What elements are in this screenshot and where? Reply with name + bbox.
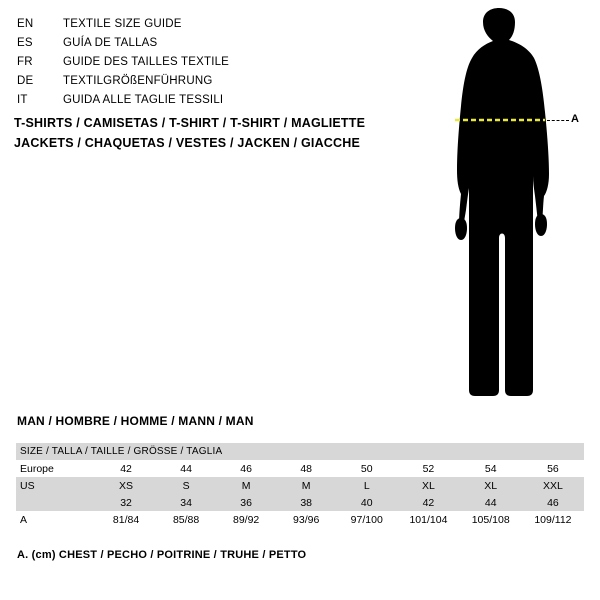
table-cell: 97/100 xyxy=(336,511,397,528)
table-cell: 44 xyxy=(460,494,522,511)
man-silhouette-figure xyxy=(395,8,595,398)
category-jackets: JACKETS / CHAQUETAS / VESTES / JACKEN / GIACCHE xyxy=(14,136,361,150)
table-cell: 46 xyxy=(522,494,584,511)
table-cell: S xyxy=(156,477,216,494)
table-footnote: A. (cm) CHEST / PECHO / POITRINE / TRUHE / PETTO xyxy=(17,549,307,561)
table-cell: XL xyxy=(397,477,459,494)
measure-label-a: A xyxy=(571,113,580,125)
size-table xyxy=(16,443,584,528)
table-row xyxy=(16,511,584,528)
table-cell: XS xyxy=(96,477,156,494)
table-cell: 56 xyxy=(522,460,584,477)
table-cell: 48 xyxy=(276,460,336,477)
language-code: EN xyxy=(17,18,34,30)
language-code: DE xyxy=(17,75,34,87)
silhouette-icon xyxy=(395,8,595,398)
table-cell: 38 xyxy=(276,494,336,511)
row-label: US xyxy=(16,477,96,494)
table-cell: 40 xyxy=(336,494,397,511)
category-list xyxy=(14,113,374,153)
table-cell: 42 xyxy=(397,494,459,511)
language-row xyxy=(17,94,347,113)
language-title: GUÍA DE TALLAS xyxy=(63,37,158,49)
table-cell: 32 xyxy=(96,494,156,511)
table-cell: XL xyxy=(460,477,522,494)
table-header-row xyxy=(16,443,584,460)
language-row xyxy=(17,75,347,94)
table-cell: 81/84 xyxy=(96,511,156,528)
language-code: ES xyxy=(17,37,33,49)
row-label xyxy=(16,494,96,511)
table-cell: 101/104 xyxy=(397,511,459,528)
table-header-label: SIZE / TALLA / TAILLE / GRÖSSE / TAGLIA xyxy=(16,443,584,460)
language-row xyxy=(17,37,347,56)
language-title: GUIDA ALLE TAGLIE TESSILI xyxy=(63,94,224,106)
table-cell: 85/88 xyxy=(156,511,216,528)
language-row xyxy=(17,56,347,75)
language-list xyxy=(17,18,347,113)
row-label: Europe xyxy=(16,460,96,477)
table-cell: 109/112 xyxy=(522,511,584,528)
table-cell: 105/108 xyxy=(460,511,522,528)
language-title: GUIDE DES TAILLES TEXTILE xyxy=(63,56,230,68)
language-row xyxy=(17,18,347,37)
table-cell: 93/96 xyxy=(276,511,336,528)
language-title: TEXTILE SIZE GUIDE xyxy=(63,18,182,30)
table-cell: 52 xyxy=(397,460,459,477)
table-cell: M xyxy=(216,477,276,494)
row-label: A xyxy=(16,511,96,528)
table-cell: L xyxy=(336,477,397,494)
table-row xyxy=(16,494,584,511)
table-cell: 46 xyxy=(216,460,276,477)
language-code: IT xyxy=(17,94,28,106)
table-cell: 44 xyxy=(156,460,216,477)
measure-leader-line xyxy=(547,120,569,121)
table-cell: M xyxy=(276,477,336,494)
category-tshirts: T-SHIRTS / CAMISETAS / T-SHIRT / T-SHIRT / MAGLIETTE xyxy=(14,116,366,130)
table-row xyxy=(16,477,584,494)
table-cell: 36 xyxy=(216,494,276,511)
table-cell: 89/92 xyxy=(216,511,276,528)
table-cell: XXL xyxy=(522,477,584,494)
language-title: TEXTILGRÖßENFÜHRUNG xyxy=(63,75,213,87)
table-group-heading: MAN / HOMBRE / HOMME / MANN / MAN xyxy=(17,414,254,428)
table-cell: 34 xyxy=(156,494,216,511)
table-cell: 50 xyxy=(336,460,397,477)
language-code: FR xyxy=(17,56,33,68)
table-row xyxy=(16,460,584,477)
table-cell: 54 xyxy=(460,460,522,477)
table-cell: 42 xyxy=(96,460,156,477)
